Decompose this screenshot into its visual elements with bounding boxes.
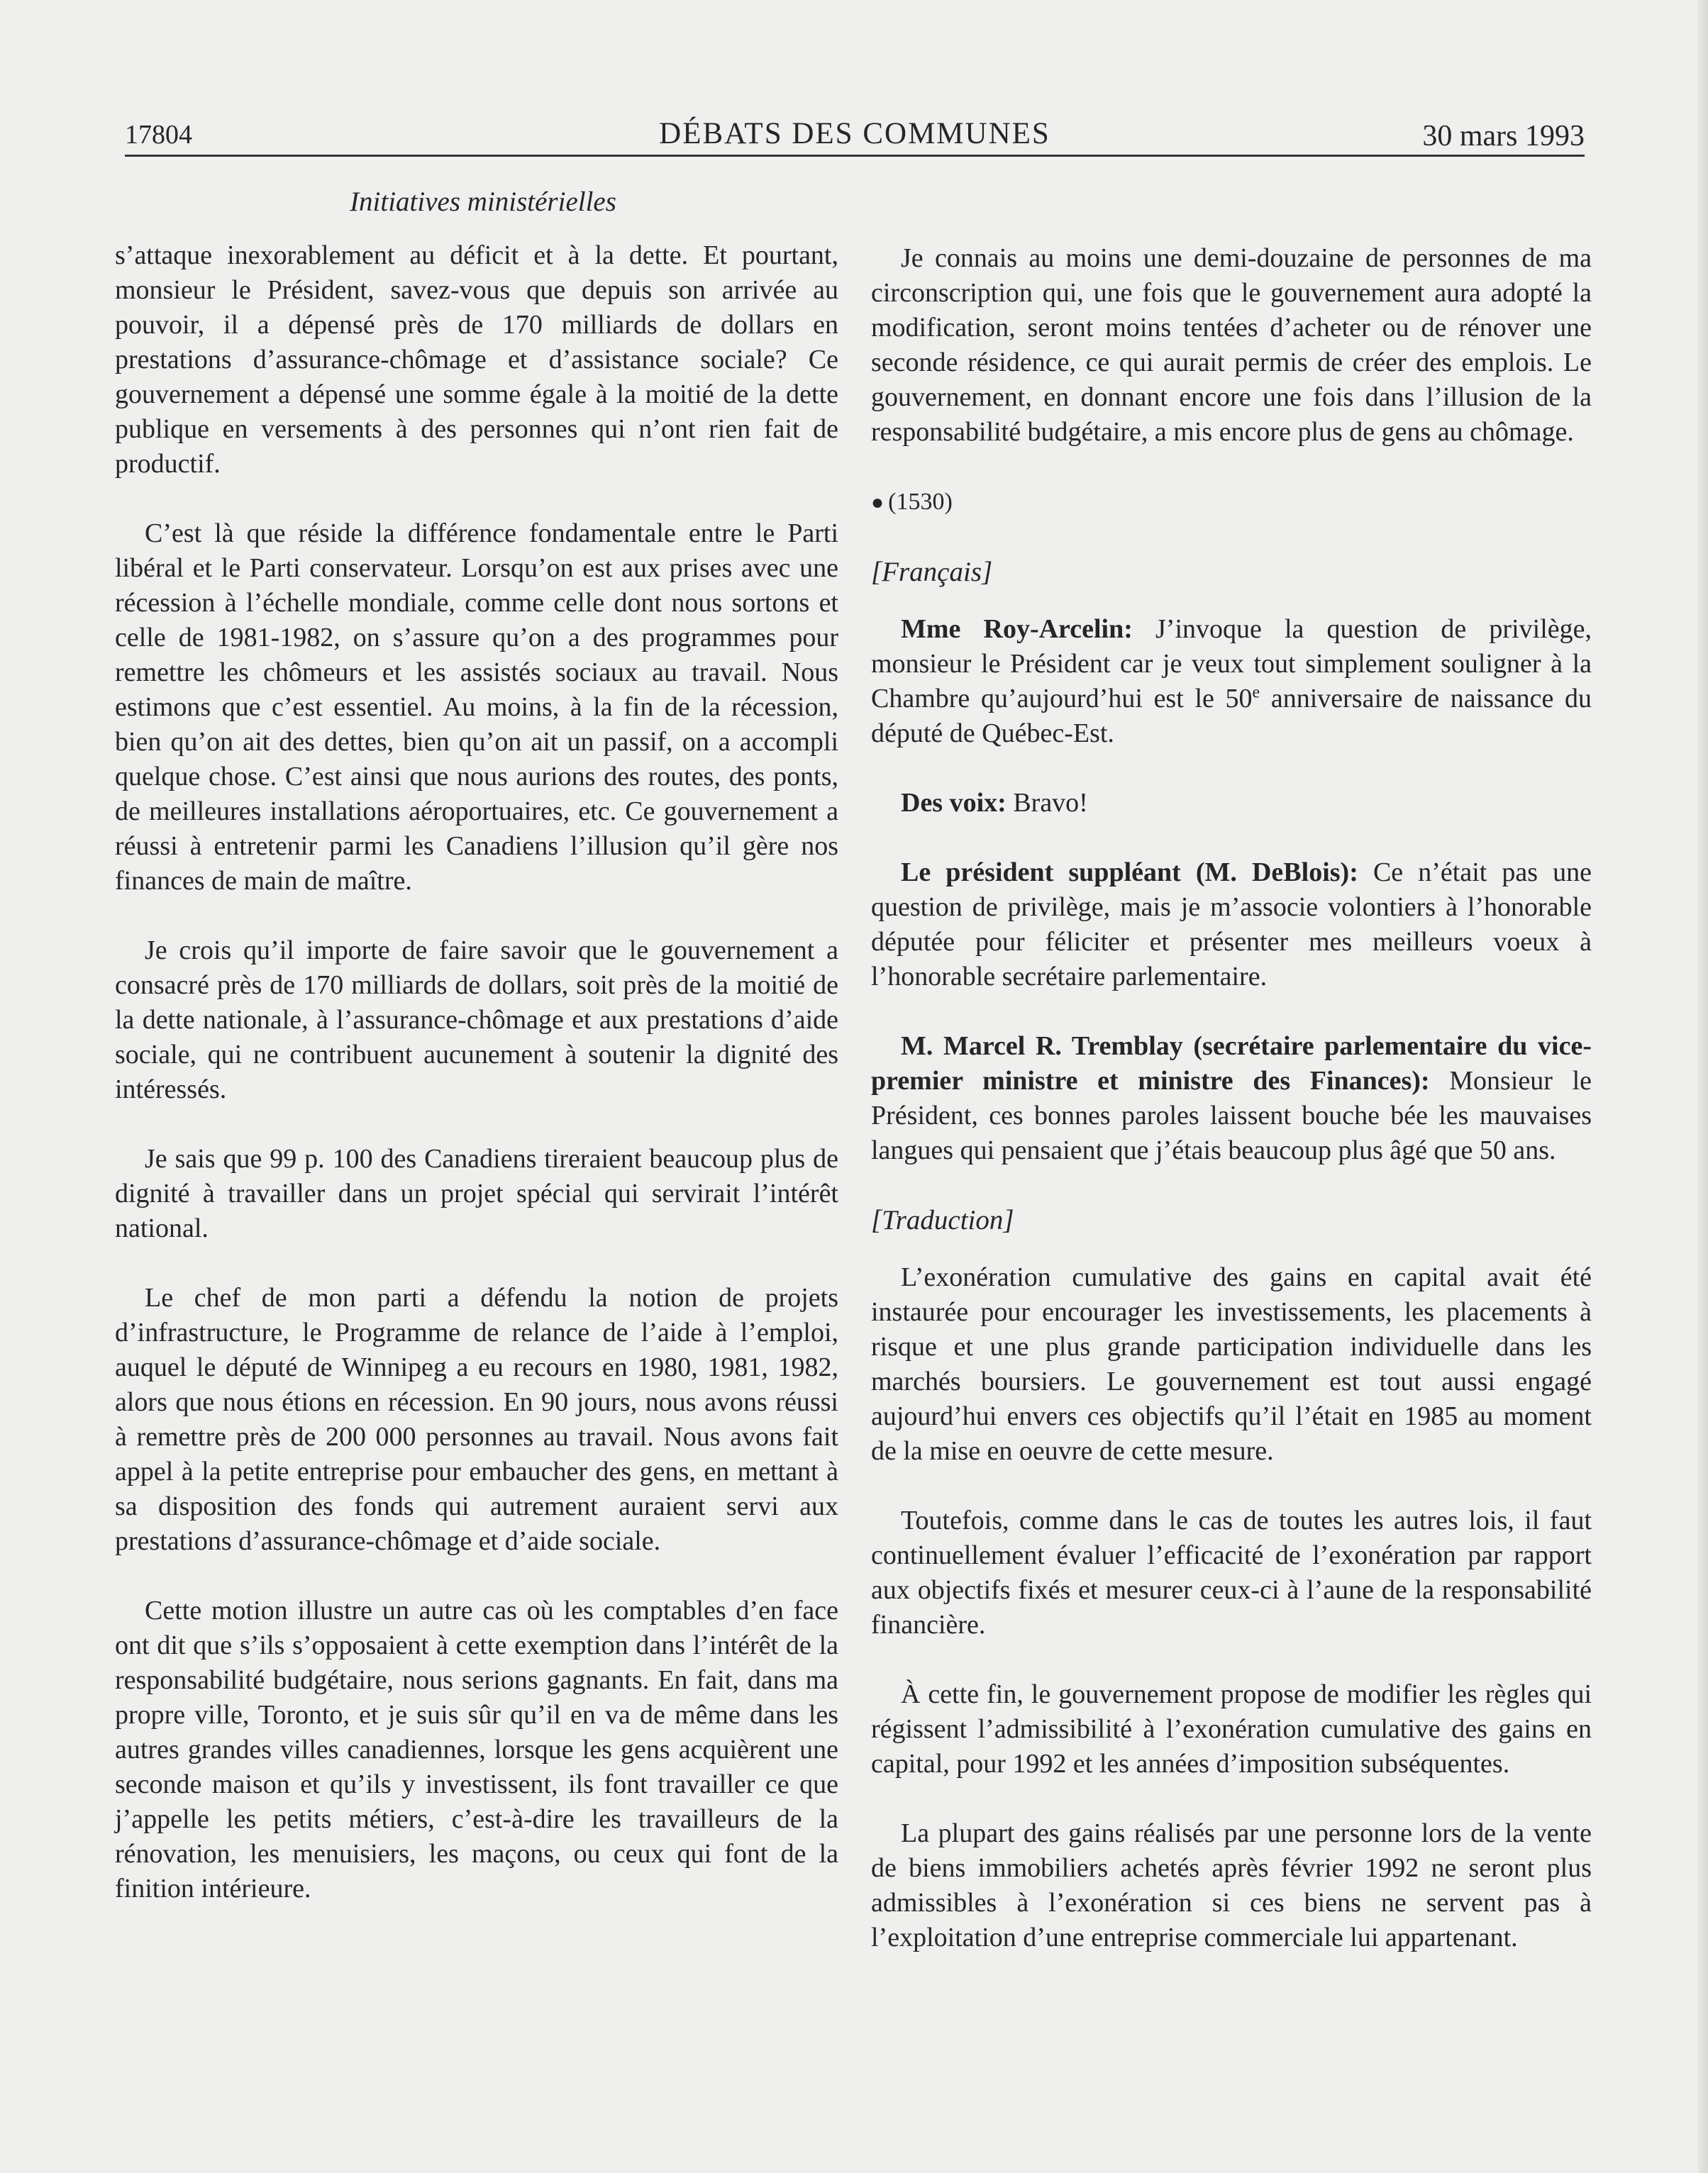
- publication-date: 30 mars 1993: [1422, 120, 1585, 152]
- language-marker-french: [Français]: [871, 557, 993, 587]
- paragraph: Je sais que 99 p. 100 des Canadiens tireraient beaucoup plus de dignité à travailler dans un projet spécial qui servirait l’intérêt national.: [115, 1144, 838, 1243]
- speech-text: Ce n’était pas une question de privilège, mais je m’associe volontiers à l’honorable députée pour féliciter et présenter mes meilleurs voeux à l’honorable secrétaire parlementaire.: [871, 857, 1592, 991]
- speech-text: Bravo!: [1006, 788, 1088, 818]
- speech-paragraph: [871, 855, 1592, 994]
- speech-paragraph: [871, 612, 1592, 751]
- paragraph: Toutefois, comme dans le cas de toutes les autres lois, il faut continuellement évaluer l’efficacité de l’exonération par rapport aux objectifs fixés et mesurer ceux-ci à l’aune de la responsabilité financière.: [871, 1506, 1592, 1640]
- speaker-name: M. Marcel R. Tremblay (secrétaire parlementaire du vice-premier ministre et ministre des Finances):: [871, 1031, 1592, 1096]
- paragraph: C’est là que réside la différence fondamentale entre le Parti libéral et le Parti conservateur. Lorsqu’on est aux prises avec une récession à l’échelle mondiale, comme celle dont nous sortons et celle de 1981-1982, on s’assure qu’on a des programmes pour remettre les chômeurs et les assistés sociaux au travail. Nous estimons que c’est essentiel. Au moins, à la fin de la récession, bien qu’on ait des dettes, bien qu’on ait un passif, on a accompli quelque chose. C’est ainsi que nous aurions des routes, des ponts, de meilleures installations aéroportuaires, etc. Ce gouvernement a réussi à entretenir parmi les Canadiens l’illusion qu’il gère nos finances de main de maître.: [115, 518, 838, 896]
- paragraph: L’exonération cumulative des gains en capital avait été instaurée pour encourager les investissements, les placements à risque et une plus grande participation individuelle dans les marchés boursiers. Le gouvernement est tout aussi engagé aujourd’hui envers ces objectifs qu’il l’était en 1985 au moment de la mise en oeuvre de cette mesure.: [871, 1262, 1592, 1466]
- paragraph: Cette motion illustre un autre cas où les comptables d’en face ont dit que s’ils s’opposaient à cette exemption dans l’intérêt de la responsabilité budgétaire, nous serions gagnants. En fait, dans ma propre ville, Toronto, et je suis sûr qu’il en va de même dans les autres grandes villes canadiennes, lorsque les gens acquièrent une seconde maison et qu’ils y investissent, ils font travailler ce que j’appelle les petits métiers, c’est-à-dire les travailleurs de la rénovation, les menuisiers, les maçons, ou ceux qui font de la finition intérieure.: [115, 1596, 838, 1904]
- paragraph: À cette fin, le gouvernement propose de modifier les règles qui régissent l’admissibilité à l’exonération cumulative des gains en capital, pour 1992 et les années d’imposition subséquentes.: [871, 1679, 1592, 1779]
- paragraph: s’attaque inexorablement au déficit et à la dette. Et pourtant, monsieur le Président, savez-vous que depuis son arrivée au pouvoir, il a dépensé près de 170 milliards de dollars en prestations d’assurance-chômage et d’assistance sociale? Ce gouvernement a dépensé une somme égale à la moitié de la dette publique en versements à des personnes qui n’ont rien fait de productif.: [115, 240, 838, 479]
- publication-title: DÉBATS DES COMMUNES: [659, 117, 1050, 150]
- paragraph: La plupart des gains réalisés par une personne lors de la vente de biens immobiliers achetés après février 1992 ne seront plus admissibles à l’exonération si ces biens ne servent pas à l’exploitation d’une entreprise commerciale lui appartenant.: [871, 1818, 1592, 1952]
- page-header: [125, 111, 1585, 157]
- paragraph: Le chef de mon parti a défendu la notion de projets d’infrastructure, le Programme de relance de l’aide à l’emploi, auquel le député de Winnipeg a eu recours en 1980, 1981, 1982, alors que nous étions en récession. En 90 jours, nous avons réussi à remettre près de 200 000 personnes au travail. Nous avons fait appel à la petite entreprise pour embaucher des gens, en mettant à sa disposition des fonds qui autrement auraient servi aux prestations d’assurance-chômage et d’aide sociale.: [115, 1283, 838, 1556]
- paragraph: Je connais au moins une demi-douzaine de personnes de ma circonscription qui, une fois que le gouvernement aura adopté la modification, seront moins tentées d’acheter ou de rénover une seconde résidence, ce qui aurait permis de créer des emplois. Le gouvernement, en donnant encore une fois dans l’illusion de la responsabilité budgétaire, a mis encore plus de gens au chômage.: [871, 243, 1592, 447]
- bullet-icon: ●: [871, 491, 884, 514]
- section-title: Initiatives ministérielles: [350, 187, 616, 217]
- speech-paragraph: [871, 786, 1592, 821]
- speaker-name: Le président suppléant (M. DeBlois):: [901, 857, 1358, 887]
- page-number: 17804: [125, 120, 192, 150]
- speech-text: J’invoque la question de privilège, monsieur le Président car je veux tout simplement souligner à la Chambre qu’aujourd’hui est le 50: [871, 614, 1592, 713]
- speech-paragraph: [871, 1029, 1592, 1168]
- speech-text: anniversaire de naissance du député de Québec-Est.: [871, 684, 1592, 748]
- time-marker: [871, 484, 1592, 520]
- speaker-name: Mme Roy-Arcelin:: [901, 614, 1133, 644]
- language-marker-translation: [Traduction]: [871, 1205, 1014, 1235]
- page-edge: [1698, 0, 1708, 2173]
- superscript: e: [1252, 683, 1260, 702]
- right-column: [871, 241, 1592, 1990]
- paragraph: Je crois qu’il importe de faire savoir que le gouvernement a consacré près de 170 milliards de dollars, soit près de la moitié de la dette nationale, à l’assurance-chômage et aux prestations d’aide sociale, qui ne contribuent aucunement à soutenir la dignité des intéressés.: [115, 935, 838, 1104]
- left-column: [115, 238, 838, 1941]
- speaker-name: Des voix:: [901, 788, 1006, 818]
- speech-text: Monsieur le Président, ces bonnes paroles laissent bouche bée les mauvaises langues qui pensaient que j’étais beaucoup plus âgé que 50 ans.: [871, 1066, 1592, 1165]
- time-marker-text: (1530): [888, 489, 953, 515]
